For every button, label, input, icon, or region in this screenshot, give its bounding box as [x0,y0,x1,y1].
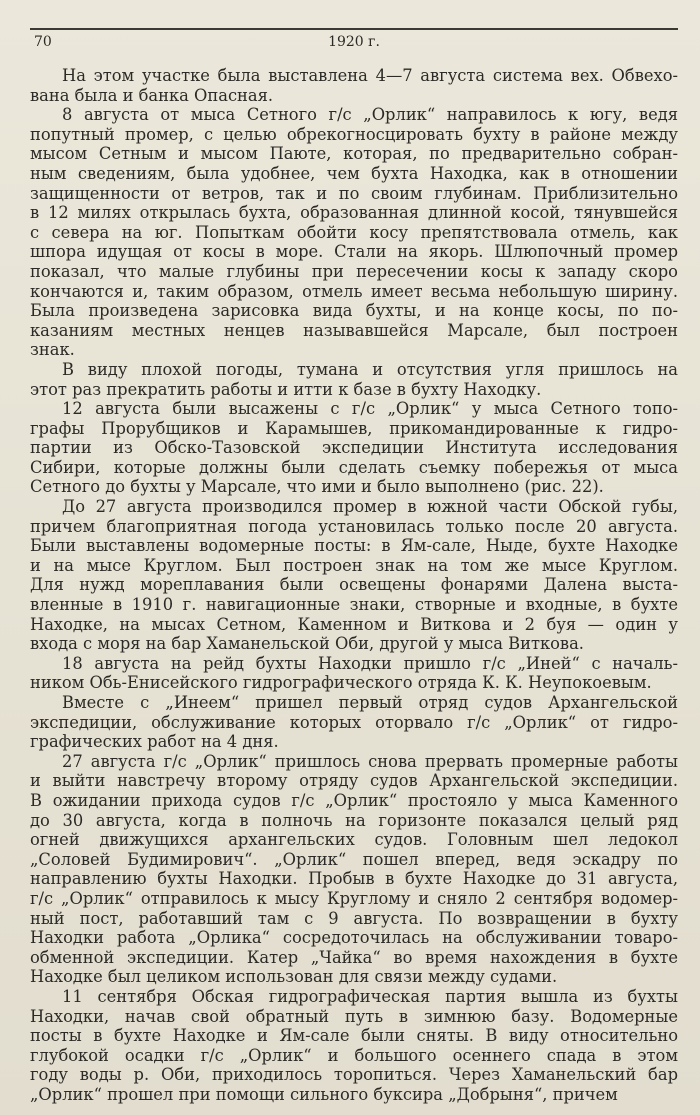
text-line: Находки работа „Орлика“ сосредоточилась на обслуживании товаро- [30,928,678,948]
text-line: огней движущихся архангельских судов. Головным шел ледокол [30,830,678,850]
text-line: ником Обь-Енисейского гидрографического отряда К. К. Неупокоевым. [30,673,652,693]
text-line: и выйти навстречу второму отряду судов Архангельской экспедиции. [30,771,678,791]
text-line: казаниям местных ненцев называвшейся Марсале, был построен [30,320,678,340]
text-line: 11 сентября Обская гидрографическая партия вышла из бухты [62,986,678,1006]
text-line: графы Прорубщиков и Карамышев, прикомандированные к гидро- [30,418,678,438]
page-number: 70 [34,34,52,50]
text-line: экспедиции, обслуживание которых оторвало г/с „Орлик“ от гидро- [30,712,678,732]
text-line: показал, что малые глубины при пересечении косы к западу скоро [30,261,678,281]
text-line: с севера на юг. Попыткам обойти косу препятствовала отмель, как [30,222,678,242]
text-line: До 27 августа производился промер в южной части Обской губы, [62,497,678,517]
paragraph [30,360,678,399]
text-line: защищенности от ветров, так и по своим глубинам. Приблизительно [30,183,678,203]
paragraph [30,654,678,693]
paragraph [30,497,678,654]
text-line: глубокой осадки г/с „Орлик“ и большого осеннего спада в этом [30,1045,678,1065]
text-line: Находке был целиком использован для связи между судами. [30,967,558,987]
paragraph [30,66,678,105]
text-line: причем благоприятная погода установилась только после 20 августа. [30,516,678,536]
text-line: Была произведена зарисовка вида бухты, и на конце косы, по по- [30,301,678,321]
text-line: 12 августа были высажены с г/с „Орлик“ у мыса Сетного топо- [62,399,678,419]
body-text [30,66,678,1104]
text-line: знак. [30,340,75,360]
text-line: партии из Обско-Тазовской экспедиции Института исследования [30,438,678,458]
text-line: Сетного до бухты у Марсале, что ими и было выполнено (рис. 22). [30,477,604,497]
text-line: ный пост, работавший там с 9 августа. По возвращении в бухту [30,908,678,928]
text-line: посты в бухте Находке и Ям-сале были сняты. В виду относительно [30,1026,678,1046]
text-line: обменной экспедиции. Катер „Чайка“ во время нахождения в бухте [30,947,678,967]
text-line: шпора идущая от косы в море. Стали на якорь. Шлюпочный промер [30,242,678,262]
text-line: и на мысе Круглом. Был построен знак на том же мысе Круглом. [30,555,678,575]
paragraph [30,987,678,1105]
text-line: входа с моря на бар Хаманельской Оби, другой у мыса Виткова. [30,634,584,654]
text-line: „Орлик“ прошел при помощи сильного буксира „Добрыня“, причем [30,1084,618,1104]
text-line: „Соловей Будимирович“. „Орлик“ пошел вперед, ведя эскадру по [30,849,678,869]
paragraph [30,693,678,752]
text-line: Были выставлены водомерные посты: в Ям-сале, Ныде, бухте Находке [30,536,678,556]
text-line: 27 августа г/с „Орлик“ пришлось снова прервать промерные работы [62,751,678,771]
text-line: году воды р. Оби, приходилось торопиться. Через Хаманельский бар [30,1065,678,1085]
text-line: В виду плохой погоды, тумана и отсутствия угля пришлось на [62,359,678,379]
text-line: 18 августа на рейд бухты Находки пришло г/с „Иней“ с началь- [62,653,678,673]
text-line: ным сведениям, была удобнее, чем бухта Находка, как в отношении [30,163,678,183]
text-line: Сибири, которые должны были сделать съемку побережья от мыса [30,457,678,477]
page-header [34,30,674,50]
paragraph [30,105,678,360]
text-line: На этом участке была выставлена 4—7 августа система вех. Обвехо- [62,66,678,85]
text-line: 8 августа от мыса Сетного г/с „Орлик“ направилось к югу, ведя [62,105,678,125]
text-line: г/с „Орлик“ отправилось к мысу Круглому и сняло 2 сентября водомер- [30,888,678,908]
text-line: вана была и банка Опасная. [30,85,274,105]
text-line: В ожидании прихода судов г/с „Орлик“ простояло у мыса Каменного [30,790,678,810]
text-line: графических работ на 4 дня. [30,732,279,752]
text-line: мысом Сетным и мысом Паюте, которая, по предварительно собран- [30,144,678,164]
text-line: вленные в 1910 г. навигационные знаки, створные и входные, в бухте [30,595,678,615]
running-head: 1920 г. [328,34,380,50]
text-line: кончаются и, таким образом, отмель имеет весьма небольшую ширину. [30,281,678,301]
text-line: направлению бухты Находки. Пробыв в бухте Находке до 31 августа, [30,869,678,889]
header-rule [30,28,678,30]
text-line: этот раз прекратить работы и итти к базе в бухту Находку. [30,379,542,399]
paragraph [30,399,678,497]
text-line: до 30 августа, когда в полночь на горизонте показался целый ряд [30,810,678,830]
text-line: Находке, на мысах Сетном, Каменном и Виткова и 2 буя — один у [30,614,678,634]
text-line: Для нужд мореплавания были освещены фонарями Далена выста- [30,575,678,595]
text-line: попутный промер, с целью обрекогносцировать бухту в районе между [30,124,678,144]
text-line: Находки, начав свой обратный путь в зимнюю базу. Водомерные [30,1006,678,1026]
text-line: в 12 милях открылась бухта, образованная длинной косой, тянувшейся [30,203,678,223]
text-line: Вместе с „Инеем“ пришел первый отряд судов Архангельской [62,693,678,712]
paragraph [30,752,678,987]
